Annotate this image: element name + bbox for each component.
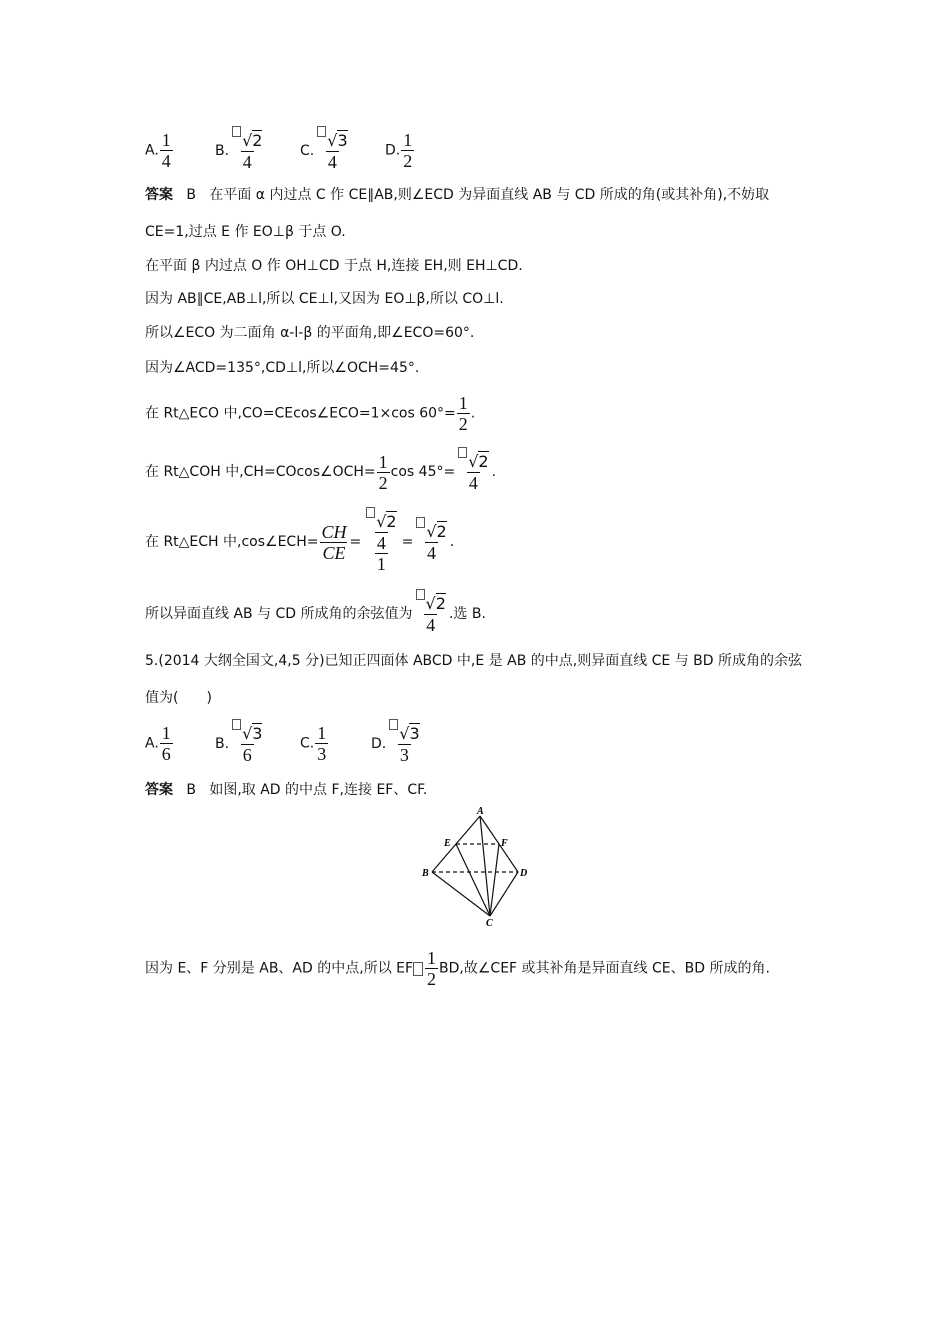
q4-option-d: D. $\frac{1}{2}$	[385, 130, 413, 171]
sol4-line-9: 在 Rt△ECH 中,cos∠ECH= $\frac{CH}{CE}$ = $\frac{\frac{√2}{4}}{1}$ = $\frac{√2}{4}$ .	[145, 508, 454, 576]
q4-option-c: C. $\frac{√3}{4}$	[300, 130, 351, 172]
vertex-label-d: D	[520, 868, 528, 879]
fraction: $\frac{1}{2}$	[427, 948, 437, 989]
sol4-line-8: 在 Rt△COH 中,CH=COcos∠OCH= $\frac{1}{2}$ cos 45°= $\frac{√2}{4}$ .	[145, 451, 496, 493]
sol4-line-7: 在 Rt△ECO 中,CO=CEcos∠ECO=1×cos 60°= $\frac{1}{2}$ .	[145, 393, 476, 434]
sol4-line-5: 所以∠ECO 为二面角 α-l-β 的平面角,即∠ECO=60°.	[145, 325, 475, 341]
q5-option-b: B. $\frac{√3}{6}$	[215, 723, 265, 765]
sol4-line-3: 在平面 β 内过点 O 作 OH⊥CD 于点 H,连接 EH,则 EH⊥CD.	[145, 258, 523, 274]
vertex-label-e: E	[444, 838, 451, 849]
fraction: $\frac{1}{2}$	[378, 451, 388, 493]
q5-option-d: D. $\frac{√3}{3}$	[371, 723, 423, 765]
fraction: $\frac{√2}{4}$	[364, 511, 398, 553]
q4-option-b: B. $\frac{√2}{4}$	[215, 130, 265, 172]
vertex-label-f: F	[501, 838, 508, 849]
fraction: $\frac{1}{4}$	[161, 130, 171, 171]
fraction: $\frac{1}{2}$	[458, 393, 468, 434]
fraction: $\frac{1}{2}$	[403, 130, 413, 171]
vertex-label-a: A	[477, 806, 484, 817]
q5-option-c: C. $\frac{1}{3}$	[300, 723, 327, 764]
fraction: $\frac{CH}{CE}$	[321, 521, 347, 563]
sol4-line-10: 所以异面直线 AB 与 CD 所成角的余弦值为 $\frac{√2}{4}$ .选 B.	[145, 593, 486, 635]
vertex-label-b: B	[422, 868, 429, 879]
fraction: $\frac{√3}{6}$	[230, 723, 264, 765]
fraction: $\frac{√2}{4}$	[456, 451, 490, 493]
tetrahedron-figure	[418, 806, 534, 926]
q5-stem-2: 值为( )	[145, 690, 212, 706]
sol4-line-1: 答案 B 在平面 α 内过点 C 作 CE∥AB,则∠ECD 为异面直线 AB 与 CD 所成的角(或其补角),不妨取	[145, 187, 770, 203]
sol4-line-2: CE=1,过点 E 作 EO⊥β 于点 O.	[145, 224, 346, 240]
sol4-line-4: 因为 AB∥CE,AB⊥l,所以 CE⊥l,又因为 EO⊥β,所以 CO⊥l.	[145, 291, 504, 307]
fraction: $\frac{√2}{4}$	[414, 521, 448, 563]
fraction: $\frac{√2}{4}$	[414, 593, 448, 635]
sol5-line-1: 答案 B 如图,取 AD 的中点 F,连接 EF、CF.	[145, 782, 428, 798]
q4-option-a: A. $\frac{1}{4}$	[145, 130, 171, 171]
q5-stem-1: 5.(2014 大纲全国文,4,5 分)已知正四面体 ABCD 中,E 是 AB 的中点,则异面直线 CE 与 BD 所成角的余弦	[145, 653, 803, 669]
q5-option-a: A. $\frac{1}{6}$	[145, 723, 171, 764]
nested-fraction: $\frac{\frac{√2}{4}}{1}$	[361, 511, 401, 574]
fraction: $\frac{√3}{4}$	[315, 130, 349, 172]
sol5-line-2: 因为 E、F 分别是 AB、AD 的中点,所以 EF $\frac{1}{2}$ BD,故∠CEF 或其补角是异面直线 CE、BD 所成的角.	[145, 948, 770, 989]
fraction: $\frac{√2}{4}$	[230, 130, 264, 172]
fraction: $\frac{√3}{3}$	[387, 723, 421, 765]
vertex-label-c: C	[486, 918, 493, 926]
fraction: $\frac{1}{6}$	[161, 723, 171, 764]
fraction: $\frac{1}{3}$	[317, 723, 327, 764]
sol4-line-6: 因为∠ACD=135°,CD⊥l,所以∠OCH=45°.	[145, 360, 420, 376]
